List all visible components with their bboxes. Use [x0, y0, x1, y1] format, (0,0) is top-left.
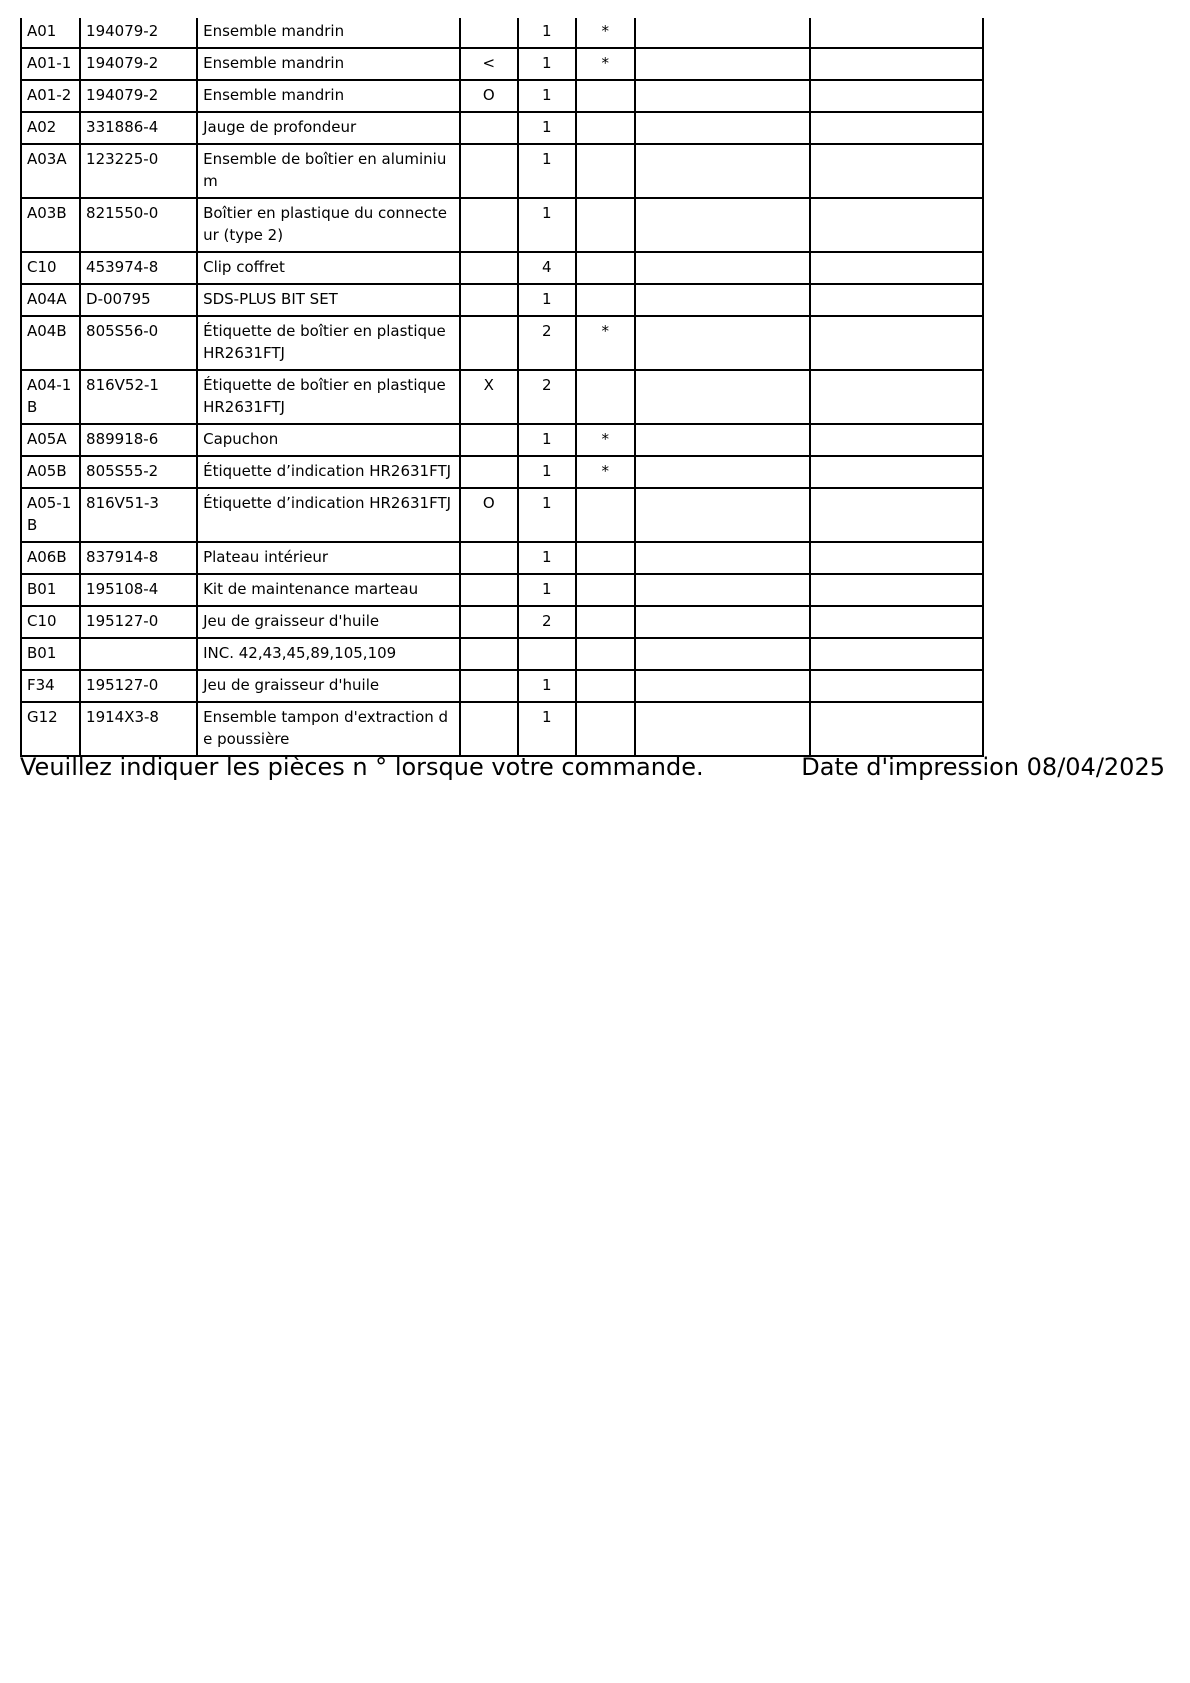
cell-ref: A05A — [21, 424, 80, 456]
cell-part-number: 453974-8 — [80, 252, 197, 284]
cell-part-number: 805S55-2 — [80, 456, 197, 488]
table-row — [21, 112, 983, 144]
cell-mark — [576, 606, 635, 638]
cell-description: Ensemble mandrin — [197, 80, 460, 112]
cell-blank-2 — [810, 606, 983, 638]
cell-description: Étiquette d’indication HR2631FTJ — [197, 456, 460, 488]
cell-mark — [576, 574, 635, 606]
cell-mark — [576, 670, 635, 702]
table-row — [21, 80, 983, 112]
cell-note — [460, 252, 518, 284]
cell-blank-2 — [810, 542, 983, 574]
parts-table-body — [21, 18, 983, 756]
table-row — [21, 284, 983, 316]
cell-note — [460, 144, 518, 198]
cell-note — [460, 574, 518, 606]
cell-ref: A04B — [21, 316, 80, 370]
cell-ref: A04-1B — [21, 370, 80, 424]
cell-note — [460, 606, 518, 638]
cell-description: Ensemble tampon d'extraction de poussière — [197, 702, 460, 756]
cell-description: Ensemble mandrin — [197, 48, 460, 80]
cell-quantity: 2 — [518, 370, 576, 424]
cell-part-number — [80, 638, 197, 670]
cell-description: Jauge de profondeur — [197, 112, 460, 144]
cell-part-number: 123225-0 — [80, 144, 197, 198]
table-row — [21, 48, 983, 80]
table-row — [21, 198, 983, 252]
cell-description: Jeu de graisseur d'huile — [197, 670, 460, 702]
cell-ref: A04A — [21, 284, 80, 316]
cell-ref: A05-1B — [21, 488, 80, 542]
cell-note — [460, 424, 518, 456]
cell-mark — [576, 80, 635, 112]
table-row — [21, 574, 983, 606]
cell-blank-1 — [635, 252, 810, 284]
table-row — [21, 252, 983, 284]
cell-blank-2 — [810, 702, 983, 756]
cell-blank-1 — [635, 638, 810, 670]
cell-part-number: 816V51-3 — [80, 488, 197, 542]
cell-blank-1 — [635, 144, 810, 198]
cell-blank-2 — [810, 284, 983, 316]
cell-quantity: 1 — [518, 112, 576, 144]
cell-mark: * — [576, 424, 635, 456]
cell-blank-1 — [635, 702, 810, 756]
cell-blank-2 — [810, 144, 983, 198]
cell-note — [460, 702, 518, 756]
cell-description: Kit de maintenance marteau — [197, 574, 460, 606]
cell-part-number: 805S56-0 — [80, 316, 197, 370]
cell-blank-2 — [810, 252, 983, 284]
cell-mark — [576, 638, 635, 670]
cell-note — [460, 542, 518, 574]
cell-ref: C10 — [21, 252, 80, 284]
cell-blank-1 — [635, 670, 810, 702]
cell-note: < — [460, 48, 518, 80]
cell-blank-2 — [810, 48, 983, 80]
cell-mark: * — [576, 316, 635, 370]
cell-blank-2 — [810, 670, 983, 702]
cell-ref: B01 — [21, 574, 80, 606]
cell-note — [460, 456, 518, 488]
cell-ref: C10 — [21, 606, 80, 638]
table-row — [21, 370, 983, 424]
cell-part-number: 837914-8 — [80, 542, 197, 574]
cell-mark: * — [576, 456, 635, 488]
cell-blank-1 — [635, 606, 810, 638]
table-row — [21, 316, 983, 370]
cell-ref: B01 — [21, 638, 80, 670]
cell-note — [460, 284, 518, 316]
cell-part-number: 195108-4 — [80, 574, 197, 606]
cell-mark: * — [576, 18, 635, 48]
table-row — [21, 144, 983, 198]
cell-blank-2 — [810, 574, 983, 606]
table-row — [21, 606, 983, 638]
cell-blank-2 — [810, 638, 983, 670]
cell-blank-1 — [635, 284, 810, 316]
cell-blank-1 — [635, 574, 810, 606]
cell-note — [460, 198, 518, 252]
table-row — [21, 456, 983, 488]
cell-part-number: D-00795 — [80, 284, 197, 316]
cell-description: Plateau intérieur — [197, 542, 460, 574]
cell-ref: A06B — [21, 542, 80, 574]
cell-part-number: 194079-2 — [80, 18, 197, 48]
table-row — [21, 488, 983, 542]
cell-quantity: 1 — [518, 456, 576, 488]
cell-quantity: 1 — [518, 198, 576, 252]
cell-blank-1 — [635, 456, 810, 488]
order-instruction-note: Veuillez indiquer les pièces n ° lorsque votre commande. — [20, 753, 704, 781]
cell-description: Ensemble de boîtier en aluminium — [197, 144, 460, 198]
table-row — [21, 542, 983, 574]
parts-table — [20, 18, 984, 757]
cell-blank-2 — [810, 370, 983, 424]
cell-blank-2 — [810, 198, 983, 252]
print-date: Date d'impression 08/04/2025 — [801, 753, 1165, 781]
cell-description: Jeu de graisseur d'huile — [197, 606, 460, 638]
cell-blank-2 — [810, 424, 983, 456]
cell-mark — [576, 488, 635, 542]
cell-mark — [576, 198, 635, 252]
cell-ref: A01 — [21, 18, 80, 48]
cell-blank-1 — [635, 18, 810, 48]
cell-description: Étiquette de boîtier en plastique HR2631FTJ — [197, 370, 460, 424]
cell-part-number: 331886-4 — [80, 112, 197, 144]
cell-quantity: 1 — [518, 670, 576, 702]
cell-mark — [576, 144, 635, 198]
cell-blank-1 — [635, 488, 810, 542]
cell-blank-1 — [635, 370, 810, 424]
cell-ref: A02 — [21, 112, 80, 144]
cell-blank-2 — [810, 80, 983, 112]
cell-description: Étiquette d’indication HR2631FTJ — [197, 488, 460, 542]
cell-mark — [576, 252, 635, 284]
cell-quantity: 2 — [518, 316, 576, 370]
cell-description: Étiquette de boîtier en plastique HR2631FTJ — [197, 316, 460, 370]
cell-part-number: 821550-0 — [80, 198, 197, 252]
cell-quantity: 1 — [518, 18, 576, 48]
cell-blank-1 — [635, 198, 810, 252]
cell-note: O — [460, 488, 518, 542]
cell-description: Ensemble mandrin — [197, 18, 460, 48]
cell-quantity: 1 — [518, 284, 576, 316]
cell-quantity: 1 — [518, 488, 576, 542]
cell-quantity: 1 — [518, 80, 576, 112]
cell-ref: A01-1 — [21, 48, 80, 80]
cell-blank-2 — [810, 316, 983, 370]
cell-part-number: 194079-2 — [80, 48, 197, 80]
cell-mark: * — [576, 48, 635, 80]
cell-part-number: 1914X3-8 — [80, 702, 197, 756]
cell-blank-2 — [810, 112, 983, 144]
cell-blank-2 — [810, 18, 983, 48]
cell-part-number: 194079-2 — [80, 80, 197, 112]
cell-part-number: 195127-0 — [80, 606, 197, 638]
cell-blank-1 — [635, 542, 810, 574]
cell-part-number: 889918-6 — [80, 424, 197, 456]
cell-description: SDS-PLUS BIT SET — [197, 284, 460, 316]
cell-ref: A03B — [21, 198, 80, 252]
cell-mark — [576, 370, 635, 424]
cell-quantity: 1 — [518, 424, 576, 456]
cell-blank-1 — [635, 316, 810, 370]
cell-quantity: 1 — [518, 542, 576, 574]
cell-quantity: 1 — [518, 48, 576, 80]
cell-description: Capuchon — [197, 424, 460, 456]
cell-ref: A01-2 — [21, 80, 80, 112]
cell-blank-1 — [635, 48, 810, 80]
cell-note — [460, 638, 518, 670]
cell-mark — [576, 284, 635, 316]
cell-blank-2 — [810, 488, 983, 542]
cell-ref: G12 — [21, 702, 80, 756]
cell-mark — [576, 112, 635, 144]
table-row — [21, 424, 983, 456]
cell-description: INC. 42,43,45,89,105,109 — [197, 638, 460, 670]
cell-blank-1 — [635, 80, 810, 112]
cell-mark — [576, 542, 635, 574]
cell-note — [460, 316, 518, 370]
cell-quantity: 1 — [518, 144, 576, 198]
cell-blank-1 — [635, 112, 810, 144]
cell-note — [460, 670, 518, 702]
cell-quantity — [518, 638, 576, 670]
cell-description: Boîtier en plastique du connecteur (type 2) — [197, 198, 460, 252]
cell-part-number: 195127-0 — [80, 670, 197, 702]
cell-quantity: 1 — [518, 574, 576, 606]
cell-quantity: 2 — [518, 606, 576, 638]
cell-ref: A03A — [21, 144, 80, 198]
table-row — [21, 670, 983, 702]
cell-blank-2 — [810, 456, 983, 488]
cell-quantity: 4 — [518, 252, 576, 284]
cell-blank-1 — [635, 424, 810, 456]
cell-part-number: 816V52-1 — [80, 370, 197, 424]
cell-ref: A05B — [21, 456, 80, 488]
cell-note — [460, 112, 518, 144]
cell-note: O — [460, 80, 518, 112]
cell-description: Clip coffret — [197, 252, 460, 284]
cell-quantity: 1 — [518, 702, 576, 756]
cell-note — [460, 18, 518, 48]
cell-ref: F34 — [21, 670, 80, 702]
table-row — [21, 702, 983, 756]
table-row — [21, 638, 983, 670]
cell-mark — [576, 702, 635, 756]
cell-note: X — [460, 370, 518, 424]
table-row — [21, 18, 983, 48]
